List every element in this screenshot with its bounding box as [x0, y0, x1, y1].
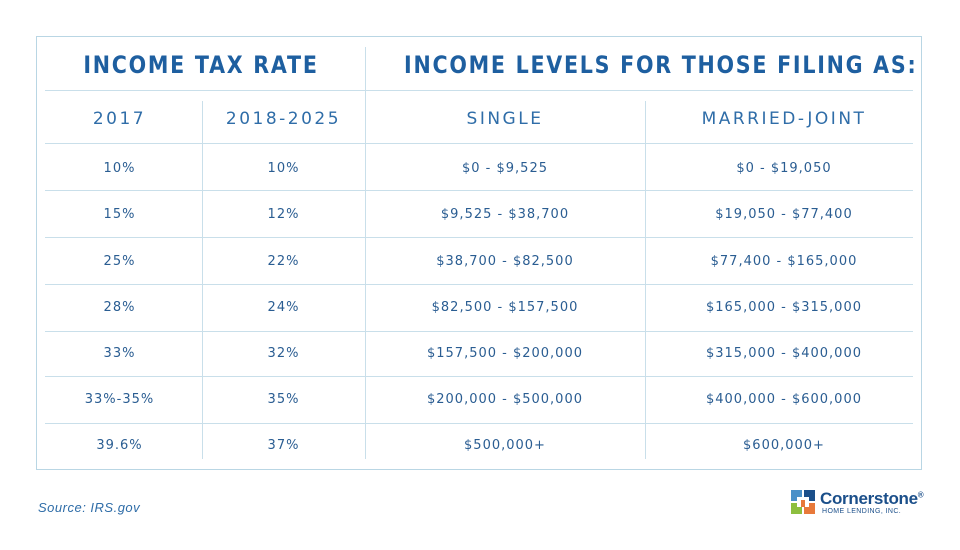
cell-rate-2017: 15% — [103, 207, 136, 222]
row-divider — [45, 284, 913, 285]
cell-married-joint: $315,000 - $400,000 — [705, 346, 862, 361]
cell-rate-2017: 25% — [103, 254, 136, 269]
source-note: Source: IRS.gov — [38, 500, 141, 515]
row-divider — [45, 331, 913, 332]
cell-single: $82,500 - $157,500 — [431, 300, 579, 315]
cell-single: $157,500 - $200,000 — [426, 346, 583, 361]
cell-rate-2018: 32% — [267, 346, 300, 361]
row-divider — [45, 376, 913, 377]
registered-mark: ® — [917, 490, 924, 500]
cell-rate-2017: 33% — [103, 346, 136, 361]
cornerstone-logo — [791, 490, 931, 520]
cell-rate-2018: 37% — [267, 438, 300, 453]
row-divider — [45, 143, 913, 144]
cell-married-joint: $165,000 - $315,000 — [705, 300, 862, 315]
cell-rate-2018: 10% — [267, 161, 300, 176]
cell-rate-2018: 22% — [267, 254, 300, 269]
cell-married-joint: $0 - $19,050 — [736, 161, 832, 176]
row-divider — [45, 190, 913, 191]
logo-tagline: HOME LENDING, INC. — [822, 508, 902, 515]
cell-married-joint: $600,000+ — [743, 438, 825, 453]
row-divider — [45, 423, 913, 424]
cell-rate-2017: 33%-35% — [84, 392, 155, 407]
cell-married-joint: $400,000 - $600,000 — [705, 392, 862, 407]
cell-rate-2018: 24% — [267, 300, 300, 315]
column-header-single: SINGLE — [466, 109, 544, 129]
rate-table — [36, 36, 922, 470]
cell-single: $500,000+ — [464, 438, 546, 453]
cell-single: $38,700 - $82,500 — [436, 254, 574, 269]
group-header-tax-rate: INCOME TAX RATE — [83, 51, 319, 79]
group-header-income-levels: INCOME LEVELS FOR THOSE FILING AS: — [404, 51, 918, 79]
column-header-2018-2025: 2018-2025 — [225, 109, 342, 129]
column-header-2017: 2017 — [92, 109, 147, 129]
cell-married-joint: $77,400 - $165,000 — [710, 254, 858, 269]
cell-single: $0 - $9,525 — [462, 161, 548, 176]
cell-rate-2017: 39.6% — [96, 438, 143, 453]
logo-name: Cornerstone® — [820, 489, 924, 508]
cell-rate-2017: 28% — [103, 300, 136, 315]
header-divider — [45, 90, 913, 91]
row-divider — [45, 237, 913, 238]
cell-rate-2017: 10% — [103, 161, 136, 176]
cell-single: $9,525 - $38,700 — [440, 207, 570, 222]
cell-single: $200,000 - $500,000 — [426, 392, 583, 407]
cell-married-joint: $19,050 - $77,400 — [715, 207, 853, 222]
house-window-icon — [791, 490, 815, 514]
cell-rate-2018: 12% — [267, 207, 300, 222]
cell-rate-2018: 35% — [267, 392, 300, 407]
column-header-married-joint: MARRIED-JOINT — [701, 109, 867, 129]
